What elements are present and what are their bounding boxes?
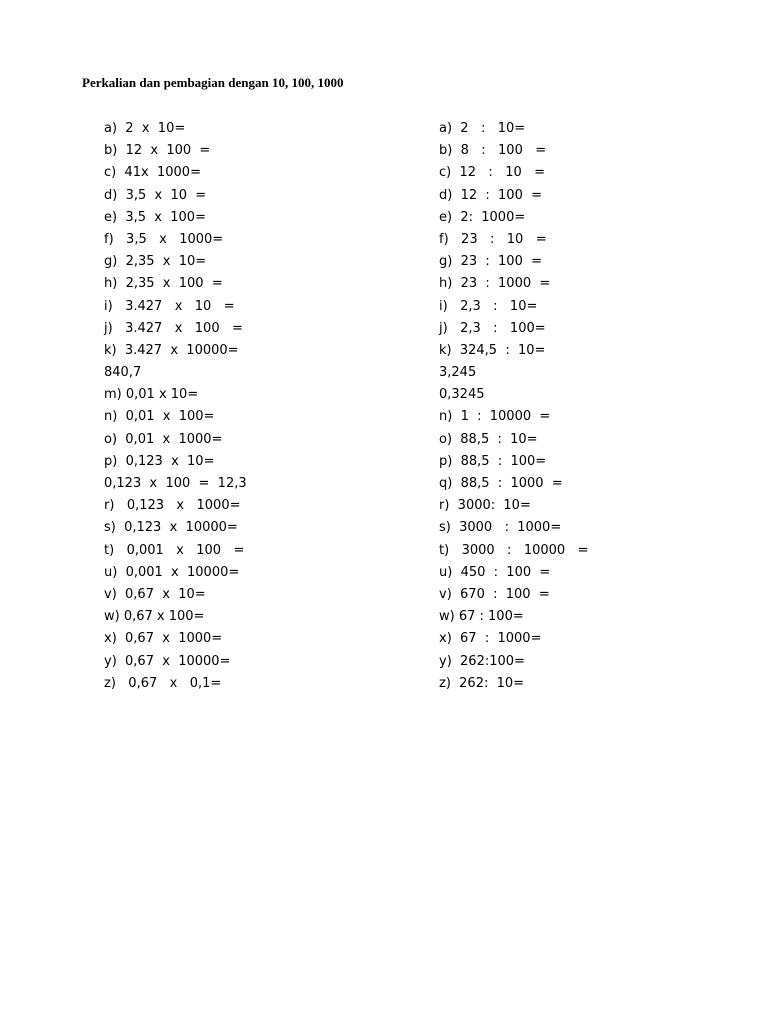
exercise-line: q) 88,5 : 1000 = <box>439 476 563 491</box>
exercise-line: e) 2: 1000= <box>439 209 526 225</box>
exercise-line: x) 0,67 x 1000= <box>104 631 223 647</box>
exercise-line: a) 2 x 10= <box>104 121 186 136</box>
exercise-line: w) 67 : 100= <box>439 609 524 625</box>
exercise-line: k) 324,5 : 10= <box>439 342 546 358</box>
exercise-line: c) 41x 1000= <box>104 165 201 181</box>
exercise-line: o) 0,01 x 1000= <box>104 431 223 447</box>
exercise-line: 840,7 <box>104 365 142 381</box>
exercise-line: h) 2,35 x 100 = <box>104 276 223 292</box>
exercise-line: h) 23 : 1000 = <box>439 276 551 292</box>
exercise-line: v) 670 : 100 = <box>439 586 550 602</box>
exercise-line: g) 2,35 x 10= <box>104 254 207 270</box>
exercise-line: y) 262:100= <box>439 653 525 669</box>
exercise-line: y) 0,67 x 10000= <box>104 653 231 669</box>
exercise-line: b) 8 : 100 = <box>439 143 547 159</box>
exercise-line: t) 0,001 x 100 = <box>104 542 245 558</box>
exercise-line: i) 2,3 : 10= <box>439 298 538 314</box>
exercise-line: k) 3.427 x 10000= <box>104 342 239 358</box>
exercise-line: u) 0,001 x 10000= <box>104 564 240 580</box>
exercise-line: e) 3,5 x 100= <box>104 209 206 225</box>
exercise-line: d) 12 : 100 = <box>439 187 543 203</box>
exercise-line: i) 3.427 x 10 = <box>104 298 235 314</box>
exercise-line: w) 0,67 x 100= <box>104 609 205 625</box>
exercise-line: 3,245 <box>439 365 477 381</box>
exercise-line: a) 2 : 10= <box>439 121 526 136</box>
exercise-line: p) 0,123 x 10= <box>104 453 215 469</box>
exercise-line: r) 3000: 10= <box>439 498 531 514</box>
exercise-line: 0,123 x 100 = 12,3 <box>104 476 247 491</box>
exercise-line: d) 3,5 x 10 = <box>104 187 207 203</box>
exercise-line: f) 23 : 10 = <box>439 231 547 247</box>
page-title: Perkalian dan pembagian dengan 10, 100, 1000 <box>82 75 344 90</box>
exercise-line: z) 0,67 x 0,1= <box>104 675 222 691</box>
exercise-line: x) 67 : 1000= <box>439 631 542 647</box>
exercise-line: f) 3,5 x 1000= <box>104 231 224 247</box>
exercise-line: c) 12 : 10 = <box>439 165 546 181</box>
exercise-line: g) 23 : 100 = <box>439 254 543 270</box>
multiplication-column <box>104 118 434 695</box>
exercise-line: r) 0,123 x 1000= <box>104 498 241 514</box>
exercise-line: z) 262: 10= <box>439 675 525 691</box>
exercise-line: s) 0,123 x 10000= <box>104 520 238 536</box>
exercise-line: o) 88,5 : 10= <box>439 431 538 447</box>
exercise-line: m) 0,01 x 10= <box>104 387 199 403</box>
exercise-line: j) 2,3 : 100= <box>439 320 546 336</box>
exercise-line: b) 12 x 100 = <box>104 143 211 159</box>
exercise-line: u) 450 : 100 = <box>439 564 551 580</box>
exercise-line: v) 0,67 x 10= <box>104 586 206 602</box>
division-column <box>439 118 768 695</box>
exercise-line: s) 3000 : 1000= <box>439 520 562 536</box>
exercise-line: p) 88,5 : 100= <box>439 453 547 469</box>
exercise-line: t) 3000 : 10000 = <box>439 542 589 558</box>
exercise-line: n) 0,01 x 100= <box>104 409 215 425</box>
exercise-line: j) 3.427 x 100 = <box>104 320 243 336</box>
exercise-line: n) 1 : 10000 = <box>439 409 551 425</box>
exercise-line: 0,3245 <box>439 387 485 403</box>
